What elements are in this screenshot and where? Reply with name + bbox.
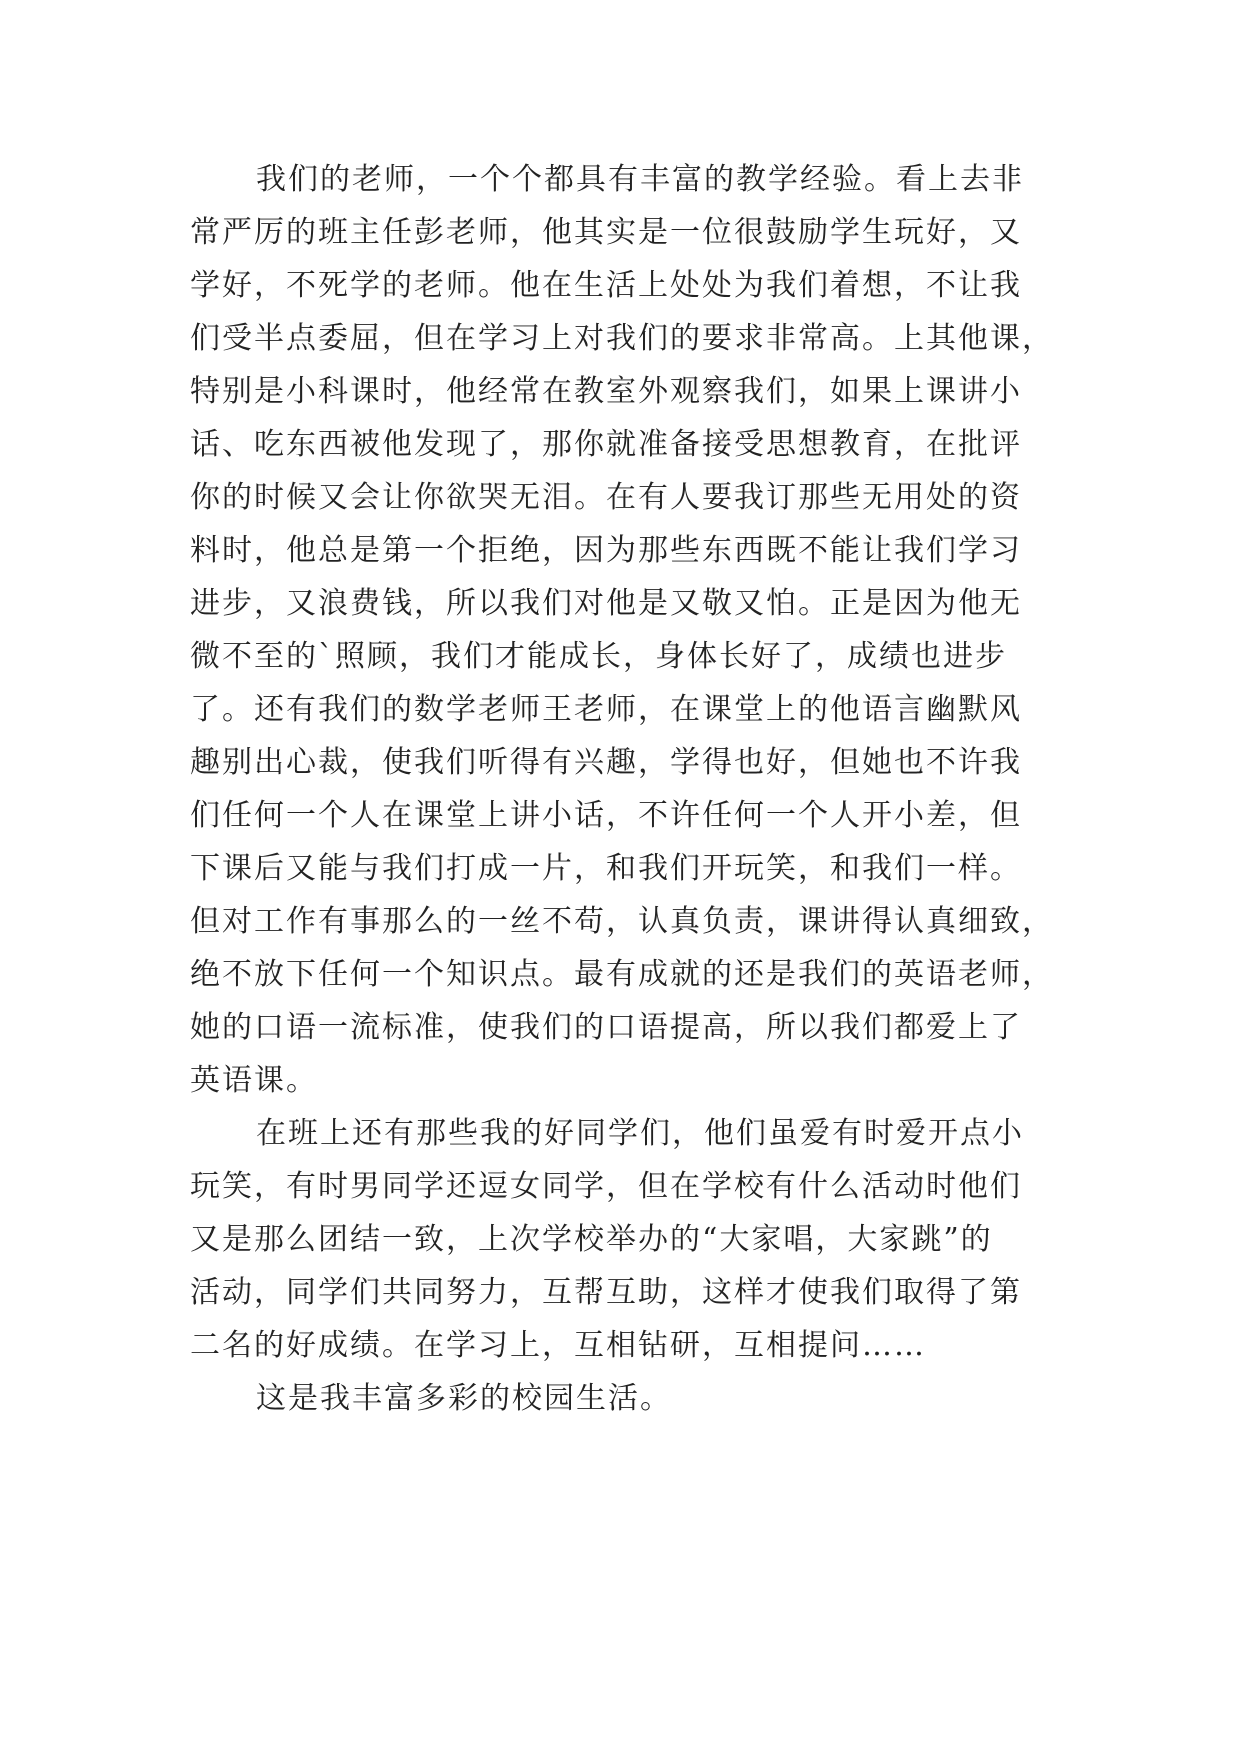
paragraph-1-line-1: 我们的老师，一个个都具有丰富的教学经验。看上去非 bbox=[256, 162, 1024, 197]
paragraph-1-line-14: 下课后又能与我们打成一片，和我们开玩笑，和我们一样。 bbox=[190, 851, 1022, 886]
paragraph-3-line-1: 这是我丰富多彩的校园生活。 bbox=[256, 1381, 672, 1416]
paragraph-1-line-3: 学好，不死学的老师。他在生活上处处为我们着想，不让我 bbox=[190, 268, 1022, 303]
paragraph-1-line-13: 们任何一个人在课堂上讲小话，不许任何一个人开小差，但 bbox=[190, 798, 1022, 833]
paragraph-1-line-12: 趣别出心裁，使我们听得有兴趣，学得也好，但她也不许我 bbox=[190, 745, 1022, 780]
paragraph-1-line-17: 她的口语一流标准，使我们的口语提高，所以我们都爱上了 bbox=[190, 1010, 1022, 1045]
paragraph-2-line-1: 在班上还有那些我的好同学们，他们虽爱有时爱开点小 bbox=[256, 1116, 1024, 1151]
paragraph-1-line-2: 常严厉的班主任彭老师，他其实是一位很鼓励学生玩好，又 bbox=[190, 215, 1022, 250]
paragraph-2-line-3: 又是那么团结一致，上次学校举办的“大家唱，大家跳”的 bbox=[190, 1222, 993, 1257]
paragraph-2-line-5: 二名的好成绩。在学习上，互相钻研，互相提问…… bbox=[190, 1328, 926, 1363]
paragraph-1-line-18: 英语课。 bbox=[190, 1063, 318, 1098]
paragraph-1-line-7: 你的时候又会让你欲哭无泪。在有人要我订那些无用处的资 bbox=[190, 480, 1022, 515]
paragraph-1-line-6: 话、吃东西被他发现了，那你就准备接受思想教育，在批评 bbox=[190, 427, 1022, 462]
paragraph-2-line-2: 玩笑，有时男同学还逗女同学，但在学校有什么活动时他们 bbox=[190, 1169, 1022, 1204]
paragraph-1-line-11: 了。还有我们的数学老师王老师，在课堂上的他语言幽默风 bbox=[190, 692, 1022, 727]
paragraph-1-line-15: 但对工作有事那么的一丝不苟，认真负责，课讲得认真细致， bbox=[190, 904, 1054, 939]
paragraph-1-line-5: 特别是小科课时，他经常在教室外观察我们，如果上课讲小 bbox=[190, 374, 1022, 409]
paragraph-1-line-8: 料时，他总是第一个拒绝，因为那些东西既不能让我们学习 bbox=[190, 533, 1022, 568]
paragraph-1-line-10: 微不至的`照顾，我们才能成长，身体长好了，成绩也进步 bbox=[190, 639, 1007, 674]
paragraph-1-line-16: 绝不放下任何一个知识点。最有成就的还是我们的英语老师， bbox=[190, 957, 1054, 992]
paragraph-1-line-4: 们受半点委屈，但在学习上对我们的要求非常高。上其他课， bbox=[190, 321, 1054, 356]
paragraph-1-line-9: 进步，又浪费钱，所以我们对他是又敬又怕。正是因为他无 bbox=[190, 586, 1022, 621]
paragraph-2-line-4: 活动，同学们共同努力，互帮互助，这样才使我们取得了第 bbox=[190, 1275, 1022, 1310]
